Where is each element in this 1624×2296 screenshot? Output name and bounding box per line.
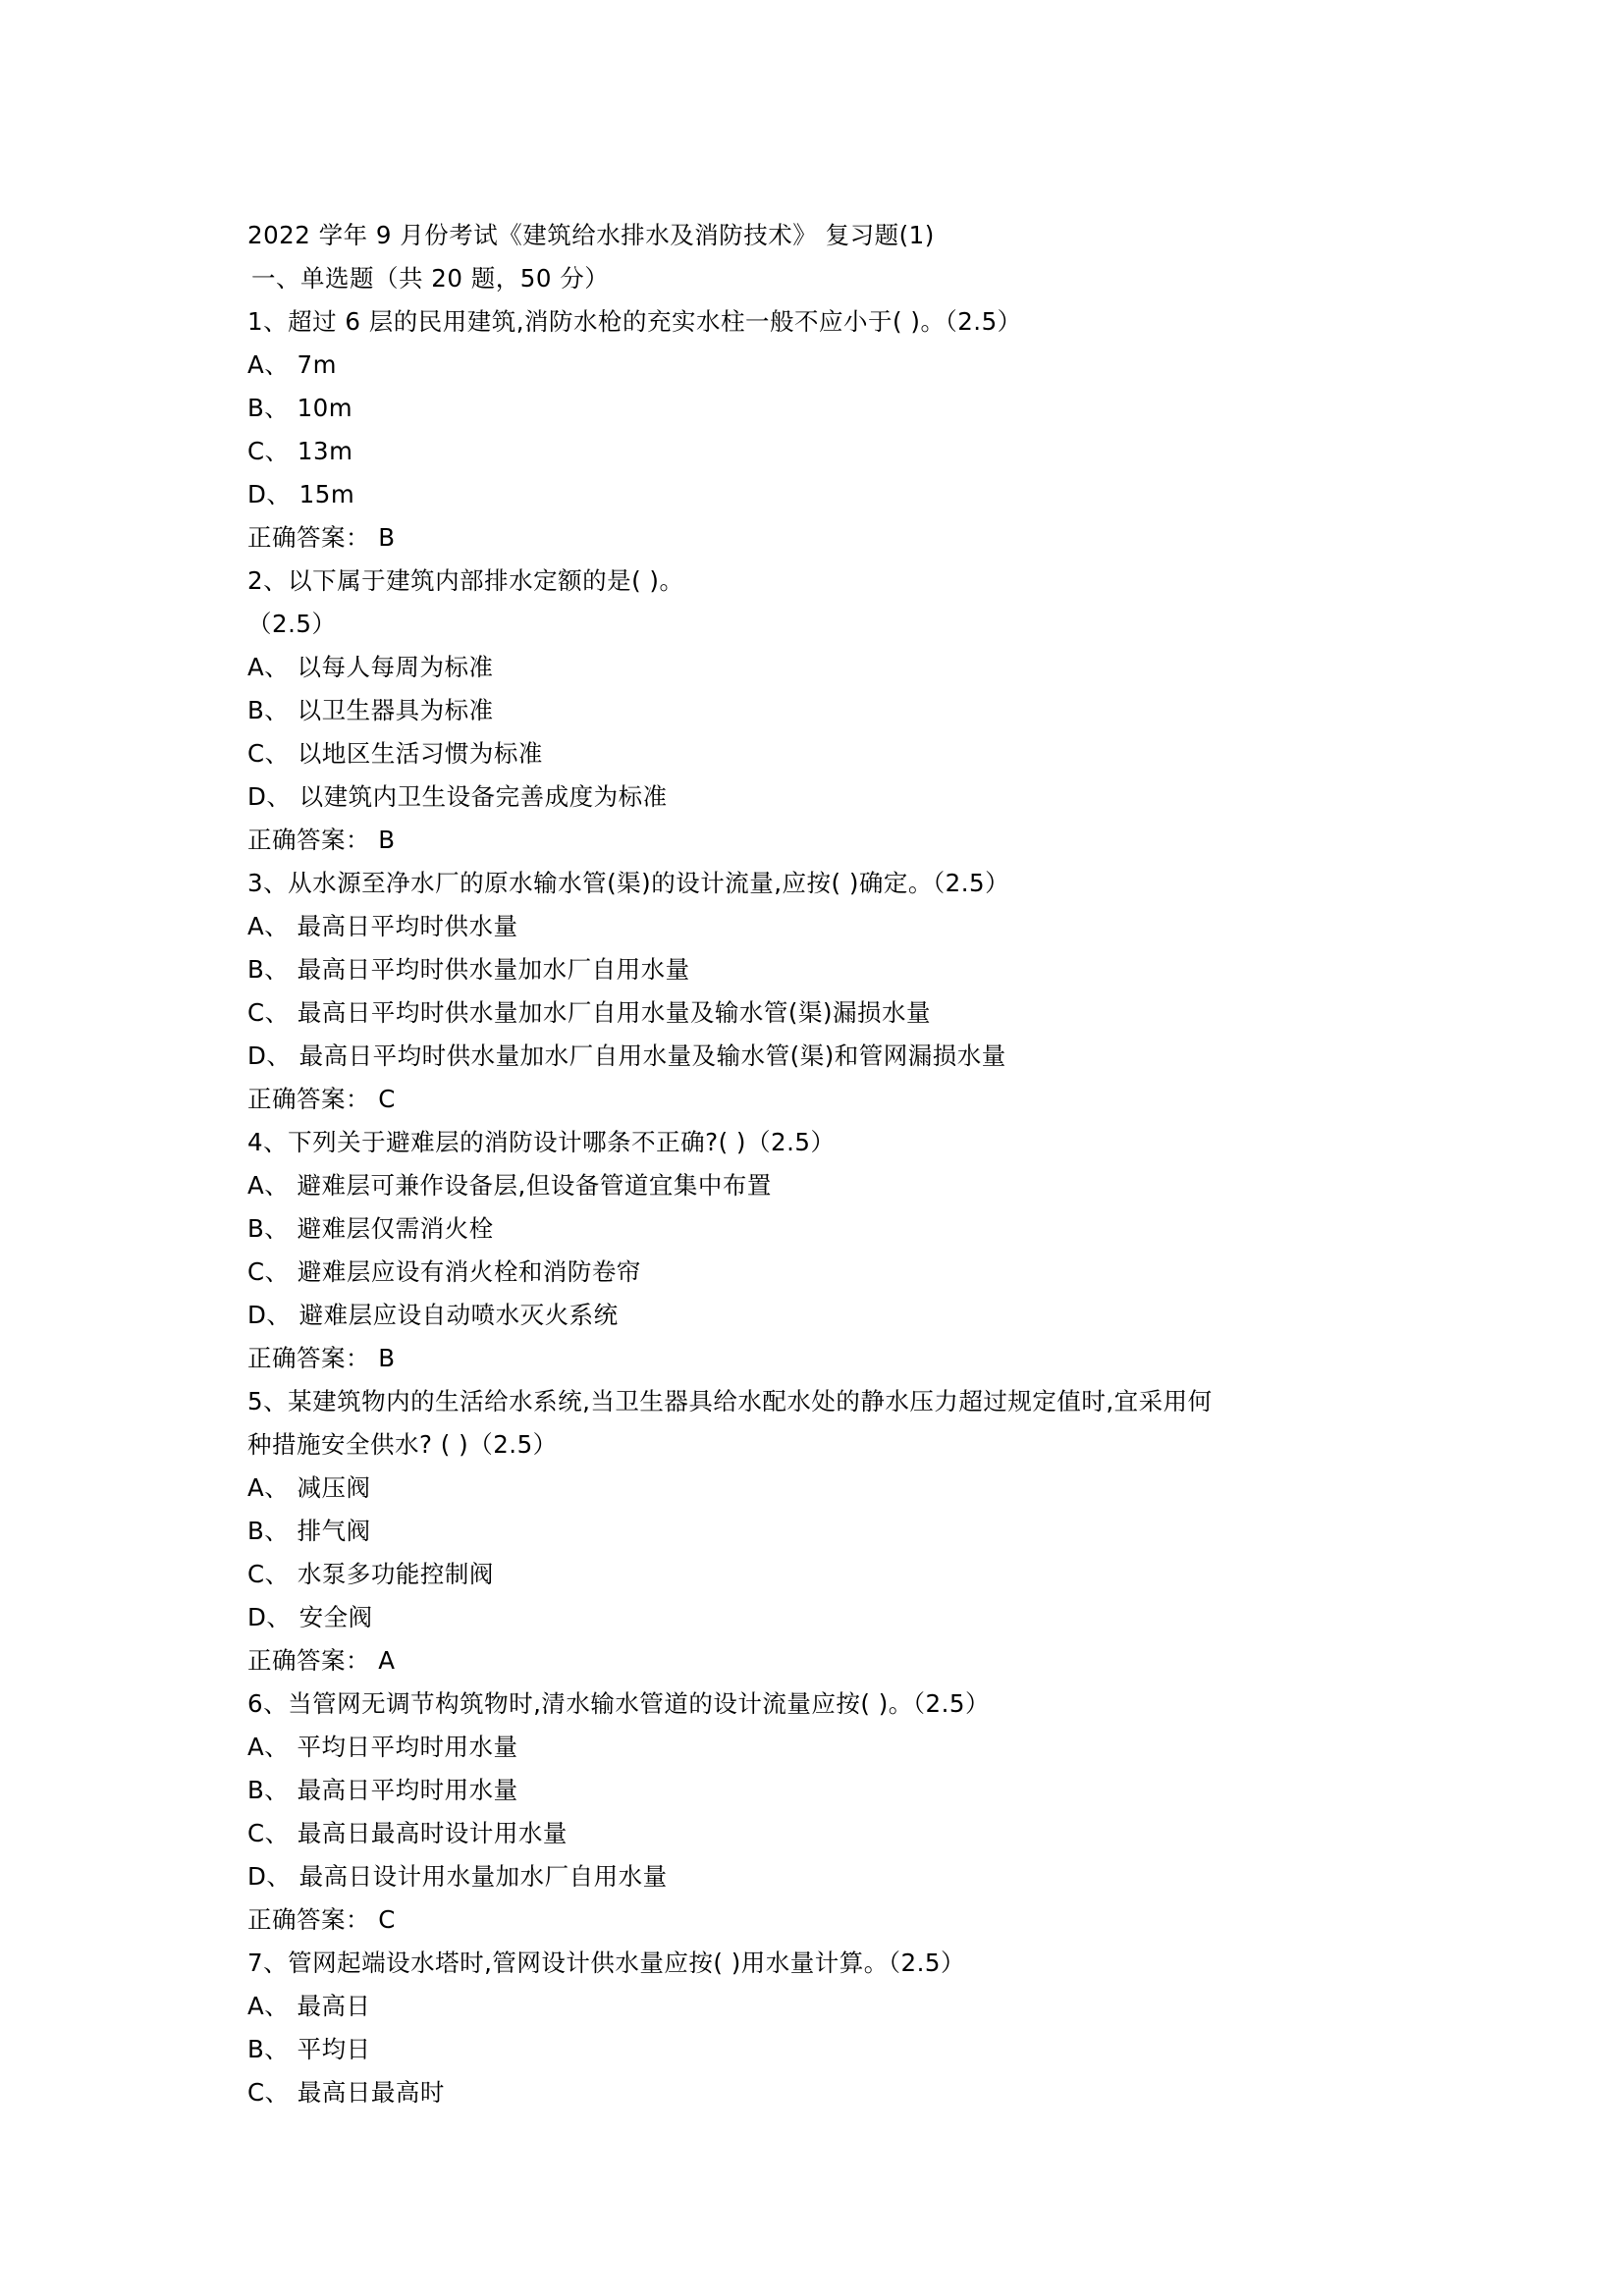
option-a: A、 以每人每周为标准 [247,653,494,681]
option-b: B、 以卫生器具为标准 [247,696,494,724]
correct-answer: 正确答案： B [247,1344,396,1372]
option-a: A、 减压阀 [247,1473,371,1502]
option-b: B、 避难层仅需消火栓 [247,1214,494,1243]
question-stem: 5、某建筑物内的生活给水系统,当卫生器具给水配水处的静水压力超过规定值时,宜采用何 [247,1387,1213,1415]
question-stem: 3、从水源至净水厂的原水输水管(渠)的设计流量,应按( )确定。（2.5） [247,869,1010,897]
question-stem-continued: （2.5） [247,610,337,638]
option-a: A、 7m [247,350,338,379]
question-3 [247,862,1406,1121]
section-heading: 一、单选题（共 20 题，50 分） [251,264,610,293]
option-b: B、 平均日 [247,2035,371,2063]
question-6 [247,1682,1406,1942]
question-stem: 1、超过 6 层的民用建筑,消防水枪的充实水柱一般不应小于( )。（2.5） [247,307,1022,336]
correct-answer: 正确答案： C [247,1905,396,1934]
option-d: D、 安全阀 [247,1603,373,1631]
option-d: D、 以建筑内卫生设备完善成度为标准 [247,782,668,811]
correct-answer: 正确答案： B [247,523,396,552]
option-a: A、 最高日平均时供水量 [247,912,518,940]
option-d: D、 最高日设计用水量加水厂自用水量 [247,1862,668,1891]
option-c: C、 最高日最高时设计用水量 [247,1819,568,1847]
option-b: B、 10m [247,394,353,422]
question-4 [247,1121,1406,1380]
option-a: A、 平均日平均时用水量 [247,1733,518,1761]
option-c: C、 水泵多功能控制阀 [247,1560,494,1588]
option-c: C、 最高日最高时 [247,2078,445,2107]
correct-answer: 正确答案： A [247,1646,396,1675]
correct-answer: 正确答案： B [247,826,396,854]
question-5 [247,1380,1406,1682]
question-stem-continued: 种措施安全供水? ( )（2.5） [247,1430,558,1459]
option-c: C、 以地区生活习惯为标准 [247,739,543,768]
option-d: D、 避难层应设自动喷水灭火系统 [247,1301,619,1329]
option-b: B、 最高日平均时用水量 [247,1776,518,1804]
question-1 [247,300,1406,560]
document-content [247,214,1406,2114]
question-7 [247,1942,1406,2114]
option-a: A、 最高日 [247,1992,371,2020]
option-c: C、 避难层应设有消火栓和消防卷帘 [247,1257,641,1286]
option-b: B、 排气阀 [247,1517,371,1545]
option-c: C、 13m [247,437,353,465]
option-d: D、 15m [247,480,355,508]
question-stem: 7、管网起端设水塔时,管网设计供水量应按( )用水量计算。（2.5） [247,1949,965,1977]
question-stem: 2、以下属于建筑内部排水定额的是( )。 [247,566,684,595]
question-2 [247,560,1406,862]
document-title: 2022 学年 9 月份考试《建筑给水排水及消防技术》 复习题(1) [247,221,935,249]
option-a: A、 避难层可兼作设备层,但设备管道宜集中布置 [247,1171,772,1200]
correct-answer: 正确答案： C [247,1085,396,1113]
option-c: C、 最高日平均时供水量加水厂自用水量及输水管(渠)漏损水量 [247,998,932,1027]
question-stem: 6、当管网无调节构筑物时,清水输水管道的设计流量应按( )。（2.5） [247,1689,990,1718]
option-b: B、 最高日平均时供水量加水厂自用水量 [247,955,690,984]
question-stem: 4、下列关于避难层的消防设计哪条不正确?( )（2.5） [247,1128,836,1156]
option-d: D、 最高日平均时供水量加水厂自用水量及输水管(渠)和管网漏损水量 [247,1041,1006,1070]
